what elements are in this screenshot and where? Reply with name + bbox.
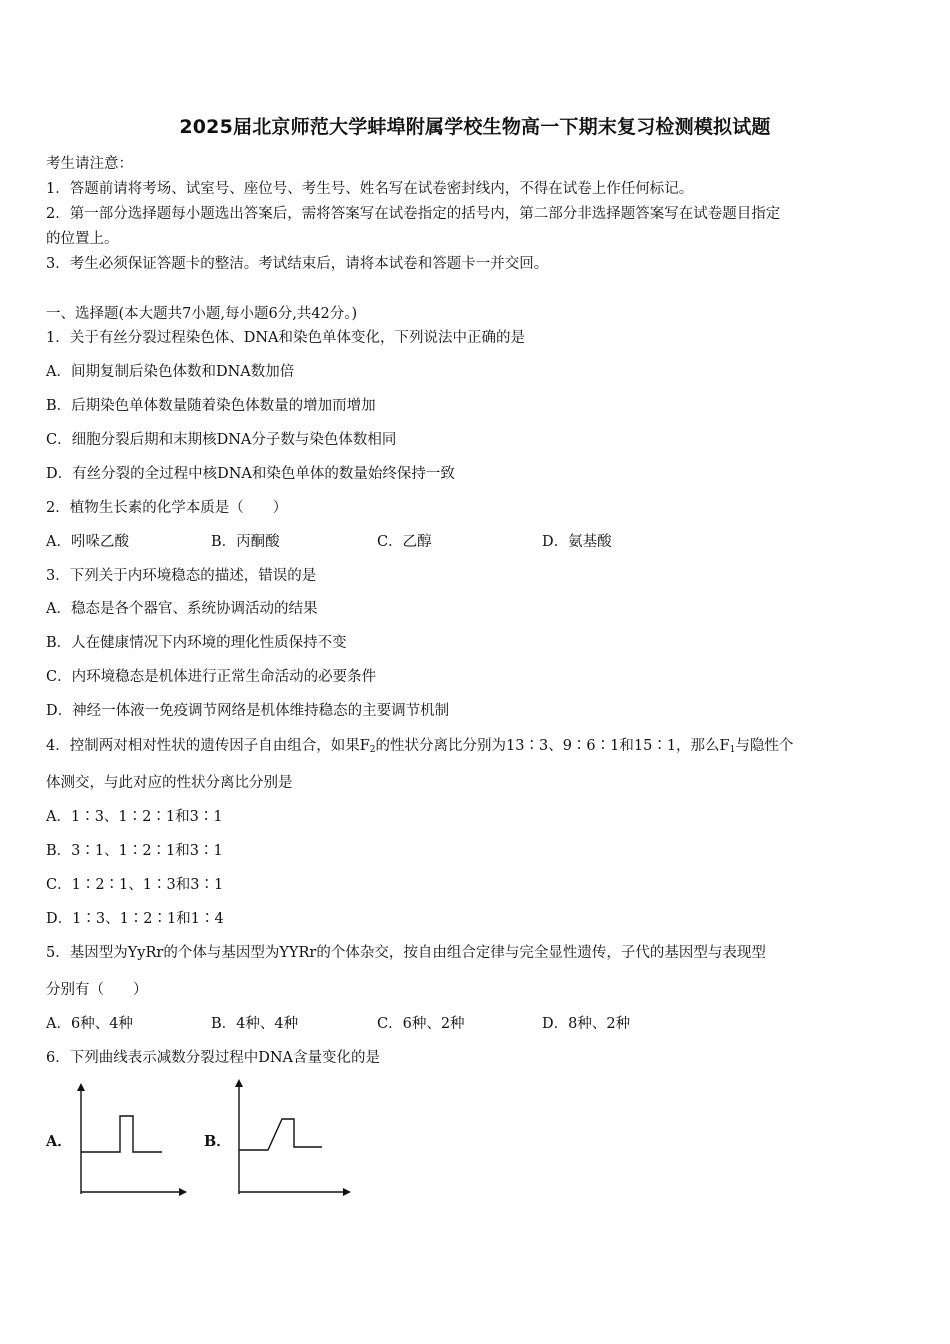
- notice-item-2: 2．第一部分选择题每小题选出答案后，需将答案写在试卷指定的括号内，第二部分非选择题答案写在试卷题目指定: [46, 206, 781, 222]
- q6-graph-b: [228, 1075, 353, 1200]
- notice-item-1: 1．答题前请将考场、试室号、座位号、考生号、姓名写在试卷密封线内，不得在试卷上作任何标记。: [46, 181, 694, 197]
- section-heading: 一、选择题(本大题共7小题,每小题6分,共42分。): [46, 306, 358, 322]
- q2-option-d: D．氨基酸: [542, 534, 612, 550]
- q5-stem-cont: 分别有（ ）: [46, 982, 148, 998]
- graph-a-x-arrow: [179, 1188, 187, 1196]
- q4-stem-sub-2: 1: [729, 745, 736, 755]
- page-title: 2025届北京师范大学蚌埠附属学校生物高一下期末复习检测模拟试题: [179, 116, 771, 138]
- q2-stem: 2．植物生长素的化学本质是（ ）: [46, 500, 288, 516]
- q5-stem: 5．基因型为YyRr的个体与基因型为YYRr的个体杂交，按自由组合定律与完全显性遗传，子代的基因型与表现型: [46, 945, 766, 961]
- q4-stem-cont: 体测交，与此对应的性状分离比分别是: [46, 775, 293, 791]
- q4-stem-part-3: 与隐性个: [735, 738, 794, 754]
- q4-stem-part-2: 的性状分离比分别为13∶3、9∶6∶1和15∶1，那么F: [375, 738, 730, 754]
- q6-option-b-label: B．: [204, 1133, 231, 1150]
- q2-option-c: C．乙醇: [377, 534, 432, 550]
- q3-option-b: B．人在健康情况下内环境的理化性质保持不变: [46, 635, 347, 651]
- q1-option-d: D．有丝分裂的全过程中核DNA和染色单体的数量始终保持一致: [46, 466, 455, 482]
- graph-a-y-arrow: [77, 1083, 85, 1091]
- graph-b-y-arrow: [235, 1079, 243, 1087]
- notice-item-3: 3．考生必须保证答题卡的整洁。考试结束后，请将本试卷和答题卡一并交回。: [46, 256, 549, 272]
- q1-option-b: B．后期染色单体数量随着染色体数量的增加而增加: [46, 398, 376, 414]
- graph-b-curve: [239, 1119, 322, 1150]
- q3-option-c: C．内环境稳态是机体进行正常生命活动的必要条件: [46, 669, 377, 685]
- q3-option-d: D．神经一体液一免疫调节网络是机体维持稳态的主要调节机制: [46, 703, 450, 719]
- notice-heading: 考生请注意：: [46, 156, 133, 172]
- q5-option-a: A．6种、4种: [46, 1016, 133, 1032]
- q5-option-c: C．6种、2种: [377, 1016, 465, 1032]
- q4-stem-sub-1: 2: [369, 745, 376, 755]
- q2-option-a: A．吲哚乙酸: [46, 534, 129, 550]
- q5-option-b: B．4种、4种: [211, 1016, 299, 1032]
- q1-option-a: A．间期复制后染色体数和DNA数加倍: [46, 364, 295, 380]
- q4-option-d: D．1∶3、1∶2∶1和1∶4: [46, 911, 224, 927]
- q6-stem: 6．下列曲线表示减数分裂过程中DNA含量变化的是: [46, 1050, 381, 1066]
- notice-item-2-cont: 的位置上。: [46, 231, 119, 247]
- q4-stem-part-1: 4．控制两对相对性状的遗传因子自由组合，如果F: [46, 738, 370, 754]
- q5-option-d: D．8种、2种: [542, 1016, 631, 1032]
- q6-option-a-label: A．: [46, 1133, 72, 1150]
- q6-graph-a: [70, 1080, 190, 1200]
- q1-option-c: C．细胞分裂后期和末期核DNA分子数与染色体数相同: [46, 432, 397, 448]
- q4-stem: [46, 734, 793, 755]
- graph-a-curve: [81, 1116, 162, 1152]
- q3-stem: 3．下列关于内环境稳态的描述，错误的是: [46, 568, 317, 584]
- graph-b-x-arrow: [343, 1188, 351, 1196]
- q2-option-b: B．丙酮酸: [211, 534, 280, 550]
- q4-option-a: A．1∶3、1∶2∶1和3∶1: [46, 809, 223, 825]
- q1-stem: 1．关于有丝分裂过程染色体、DNA和染色单体变化，下列说法中正确的是: [46, 330, 526, 346]
- q3-option-a: A．稳态是各个器官、系统协调活动的结果: [46, 601, 318, 617]
- q4-option-b: B．3∶1、1∶2∶1和3∶1: [46, 843, 223, 859]
- q4-option-c: C．1∶2∶1、1∶3和3∶1: [46, 877, 224, 893]
